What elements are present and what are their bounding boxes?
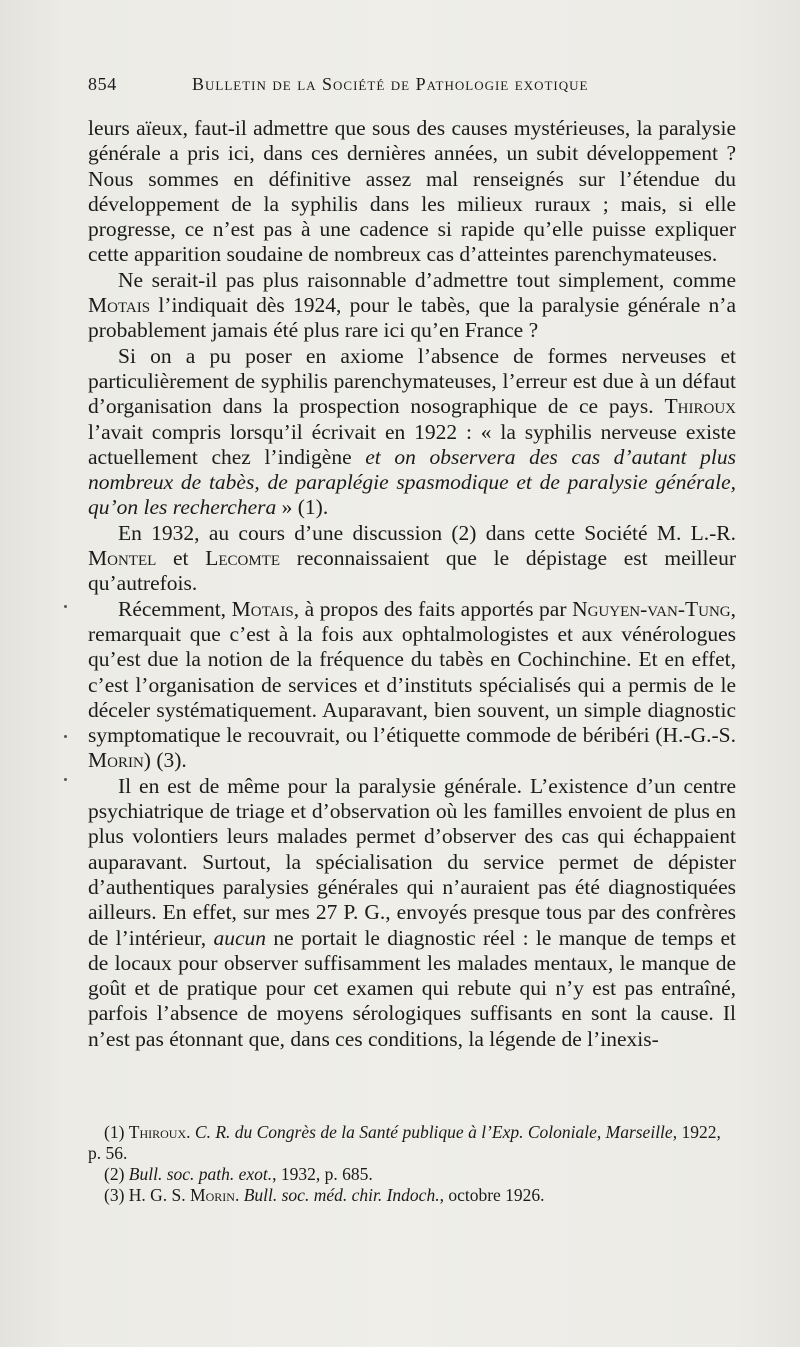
footnote-number: (3) bbox=[104, 1185, 129, 1205]
footnote-source-italic: Bull. soc. méd. chir. Indoch. bbox=[243, 1185, 440, 1205]
author-name: Motais bbox=[88, 293, 151, 318]
footnote-after: , octobre 1926. bbox=[439, 1185, 545, 1205]
paragraph-2 bbox=[88, 268, 736, 344]
footnote-source-italic: Bull. soc. path. exot. bbox=[128, 1164, 273, 1184]
author-name: Montel bbox=[88, 546, 157, 571]
paragraph-1-text: leurs aïeux, faut-il admettre que sous des causes mystérieuses, la paralysie générale a pris ici, dans ces dernières années, un subit développement ? Nous sommes en définitive assez mal renseignés sur l’étendue du développement de la syphilis dans les milieux ruraux ; mais, si elle progresse, ce n’est pas à une cadence si rapide qu’elle puisse expliquer cette apparition soudaine de nombreux cas d’atteintes parenchymateuses. bbox=[88, 116, 736, 267]
paragraph-4-middle: et bbox=[156, 546, 206, 571]
paragraph-6-after: ne portait le diagnostic réel : le manque de temps et de locaux pour observer suffisamment les malades mentaux, le manque de goût et de pratique pour cet examen qui rebute qui n’y est pas entraîné, parfois l’absence de moyens sérologiques suffisants en sont la cause. Il n’est pas étonnant que, dans ces conditions, la légende de l’inexis- bbox=[88, 925, 736, 1051]
footnote-after: , 1922, p. 56. bbox=[88, 1122, 721, 1163]
footnote-author: Morin bbox=[190, 1185, 235, 1205]
paragraph-2-before: Ne serait-il pas plus raisonnable d’admettre tout simplement, comme bbox=[118, 267, 736, 292]
paragraph-3-before: Si on a pu poser en axiome l’absence de formes nerveuses et particulièrement de syphilis parenchymateuses, l’erreur est due à un défaut d’organisation dans la prospection nosographique de ce pays. bbox=[88, 343, 736, 419]
footnote-after: , 1932, p. 685. bbox=[272, 1164, 373, 1184]
paragraph-4-after: reconnaissaient que le dépistage est meilleur qu’autrefois. bbox=[88, 546, 736, 596]
paragraph-6 bbox=[88, 774, 736, 1052]
paragraph-1 bbox=[88, 116, 736, 268]
margin-speck bbox=[64, 778, 67, 781]
paragraph-5-after-2: ) (3). bbox=[143, 748, 187, 773]
footnote-2 bbox=[88, 1164, 736, 1185]
paragraph-6-before: Il en est de même pour la paralysie générale. L’existence d’un centre psychiatrique de triage et d’observation où les familles envoient de plus en plus volontiers leurs malades permet d’observer des cas qui échappaient auparavant. Surtout, la spécialisation du service permet de dépister d’authentiques paralysies générales qui n’auraient pas été diagnostiquées ailleurs. En effet, sur mes 27 P. G., envoyés presque tous par des confrères de l’intérieur, bbox=[88, 773, 736, 950]
footnote-3 bbox=[88, 1185, 736, 1206]
page-header bbox=[88, 74, 648, 102]
paragraph-3 bbox=[88, 344, 736, 521]
author-name: Morin bbox=[88, 748, 144, 773]
paragraph-4-before: En 1932, au cours d’une discussion (2) dans cette Société M. L.-R. bbox=[118, 520, 736, 545]
footnotes bbox=[88, 1122, 736, 1206]
author-name: Thiroux bbox=[664, 394, 736, 419]
footnote-sep: . bbox=[186, 1122, 195, 1142]
margin-speck bbox=[64, 735, 67, 738]
paragraph-5-before: Récemment, bbox=[118, 596, 232, 621]
footnote-1 bbox=[88, 1122, 736, 1164]
emphasis-italic: aucun bbox=[213, 925, 266, 950]
paragraph-5 bbox=[88, 597, 736, 774]
author-name: Motais bbox=[231, 596, 294, 621]
paragraph-4 bbox=[88, 521, 736, 597]
page-number: 854 bbox=[88, 74, 117, 94]
paragraph-3-middle: l’avait compris lorsqu’il écrivait en 1922 : « la syphilis nerveuse existe actuellement chez l’indigène bbox=[88, 419, 736, 469]
footnote-number: (2) bbox=[104, 1164, 129, 1184]
footnote-initials: H. G. S. bbox=[128, 1185, 191, 1205]
paragraph-5-middle: , à propos des faits apportés par bbox=[293, 596, 573, 621]
margin-speck bbox=[64, 605, 67, 608]
footnote-sep: . bbox=[234, 1185, 244, 1205]
author-name: Lecomte bbox=[205, 546, 280, 571]
paragraph-2-after: l’indiquait dès 1924, pour le tabès, que la paralysie générale n’a probablement jamais été plus rare ici qu’en France ? bbox=[88, 293, 736, 343]
footnote-number: (1) bbox=[104, 1122, 129, 1142]
author-name: Nguyen-van-Tung bbox=[572, 596, 731, 621]
paragraph-3-after: » (1). bbox=[276, 495, 329, 520]
footnote-source-italic: C. R. du Congrès de la Santé publique à l’Exp. Coloniale, Marseille bbox=[194, 1122, 673, 1142]
paragraph-5-after-1: , remarquait que c’est à la fois aux ophtalmologistes et aux vénérologues qu’est due la notion de la fréquence du tabès en Cochinchine. Et en effet, c’est l’organisation de services et d’instituts spécialisés qui a permis de le déceler systématiquement. Auparavant, bien souvent, un simple diagnostic symptomatique le recouvrait, ou l’étiquette commode de béribéri (H.-G.-S. bbox=[88, 596, 736, 748]
footnote-author: Thiroux bbox=[128, 1122, 187, 1142]
quotation-italic: et on observera des cas d’autant plus nombreux de tabès, de paraplégie spasmodique et de paralysie générale, qu’on les recherchera bbox=[88, 444, 737, 520]
body-text bbox=[88, 116, 736, 1052]
running-title: Bulletin de la Société de Pathologie exotique bbox=[192, 74, 589, 94]
